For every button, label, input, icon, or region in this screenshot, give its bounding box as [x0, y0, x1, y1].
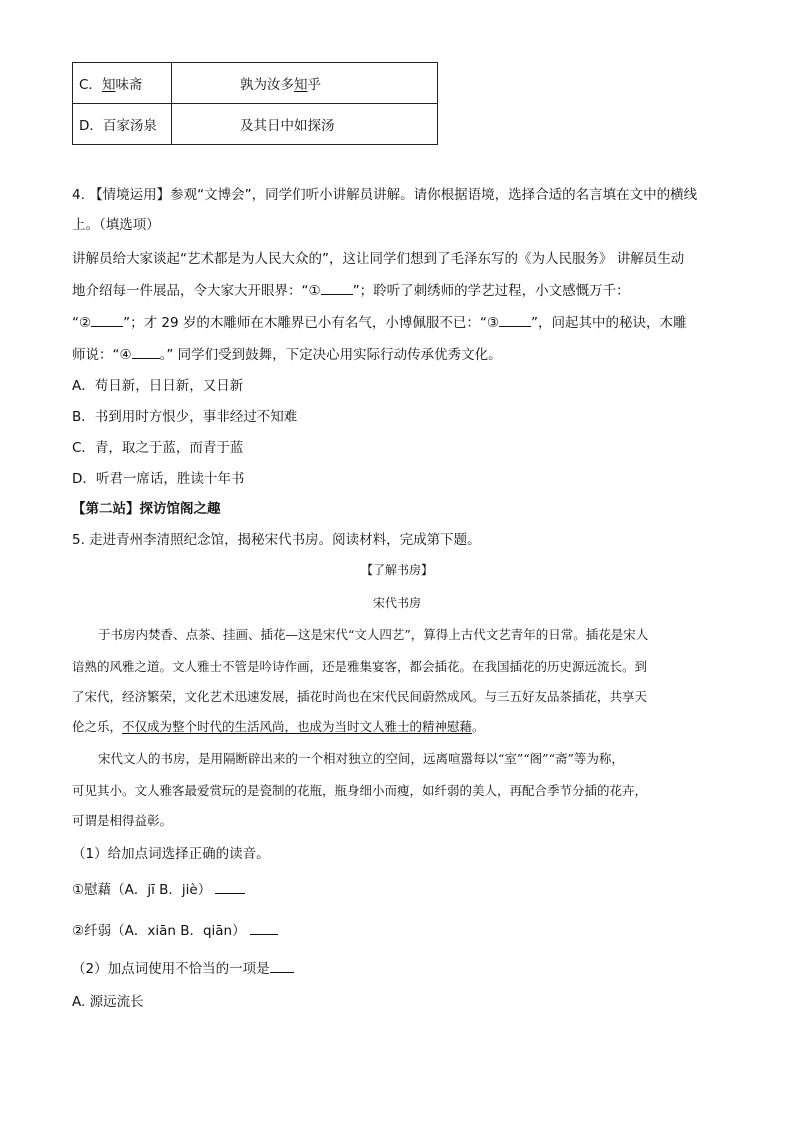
material-p1-line-4: 伦之乐，不仅成为整个时代的生活风尚，也成为当时文人雅士的精神慰藉。: [72, 719, 485, 734]
table-row: [73, 63, 438, 104]
options-table: [72, 62, 438, 145]
material-subtitle: 宋代书房: [372, 596, 421, 610]
option-b: B．书到用时方恨少，事非经过不知难: [72, 409, 298, 425]
q4-line-2: 上。（填选项）: [72, 217, 160, 233]
q5-sub2-option-a: A. 源远流长: [72, 994, 144, 1010]
material-title: 【了解书房】: [360, 563, 433, 577]
answer-blank[interactable]: [499, 312, 531, 327]
table-cell-label: D．百家汤泉: [73, 104, 172, 145]
table-cell-text: 及其日中如探汤: [172, 104, 438, 145]
material-p2-line-1: 宋代文人的书房，是用隔断辟出来的一个相对独立的空间，远离喧嚣每以“室”“阁”“斋”等为称，: [98, 751, 624, 766]
answer-blank[interactable]: [91, 312, 123, 327]
material-p1-line-3: 了宋代，经济繁荣，文化艺术迅速发展，插花时尚也在宋代民间蔚然成风。与三五好友品茶插花，共享天: [72, 689, 648, 704]
answer-blank[interactable]: [270, 958, 294, 973]
q4-line-1: 4. 【情境运用】参观“文博会”，同学们听小讲解员讲解。请你根据语境，选择合适的名言填在文中的横线: [72, 187, 698, 203]
section-heading: 【第二站】探访馆阁之趣: [72, 501, 221, 517]
answer-blank[interactable]: [321, 280, 353, 295]
material-p2-line-3: 可谓是相得益彰。: [72, 813, 173, 828]
q4-line-3: 讲解员给大家谈起“艺术都是为人民大众的”，这让同学们想到了毛泽东写的《为人民服务》 讲解员生动: [72, 251, 685, 267]
q5-sub1: （1）给加点词选择正确的读音。: [72, 846, 270, 862]
q5-sub2: （2）加点词使用不恰当的一项是: [72, 957, 294, 977]
answer-blank[interactable]: [132, 344, 160, 359]
answer-blank[interactable]: [250, 920, 278, 935]
table-cell-label: C．知味斋: [73, 63, 172, 104]
table-cell-text: 孰为汝多知乎: [172, 63, 438, 104]
material-p1-line-1: 于书房内焚香、点茶、挂画、插花—这是宋代“文人四艺”，算得上古代文艺青年的日常。插花是宋人: [98, 627, 649, 642]
q4-line-5: “② ”；才 29 岁的木雕师在木雕界已小有名气，小博佩服不已：“③ ”，问起其中的秘诀，木雕: [72, 311, 686, 331]
q5-intro: 5. 走进青州李清照纪念馆，揭秘宋代书房。阅读材料，完成第下题。: [72, 532, 481, 548]
material-p2-line-2: 可见其小。文人雅客最爱赏玩的是瓷制的花瓶，瓶身细小而瘦，如纤弱的美人，再配合季节分插的花卉，: [72, 783, 648, 798]
q4-line-4: 地介绍每一件展品，令大家大开眼界：“① ”；聆听了刺绣师的学艺过程，小文感慨万千：: [72, 279, 630, 299]
q5-sub1-item-2: ②纤弱（A．xiān B．qiān）: [72, 919, 278, 939]
q5-sub1-item-1: ①慰藉（A．jī B．jiè）: [72, 878, 245, 898]
option-a: A．苟日新，日日新，又日新: [72, 378, 244, 394]
option-d: D．听君一席话，胜读十年书: [72, 471, 245, 487]
q4-line-6: 师说：“④ 。” 同学们受到鼓舞，下定决心用实际行动传承优秀文化。: [72, 343, 502, 363]
answer-blank[interactable]: [215, 879, 245, 894]
option-c: C．青，取之于蓝，而青于蓝: [72, 440, 244, 456]
table-row: [73, 104, 438, 145]
material-p1-line-2: 谙熟的风雅之道。文人雅士不管是吟诗作画，还是雅集宴客，都会插花。在我国插花的历史源远流长。到: [72, 659, 648, 674]
